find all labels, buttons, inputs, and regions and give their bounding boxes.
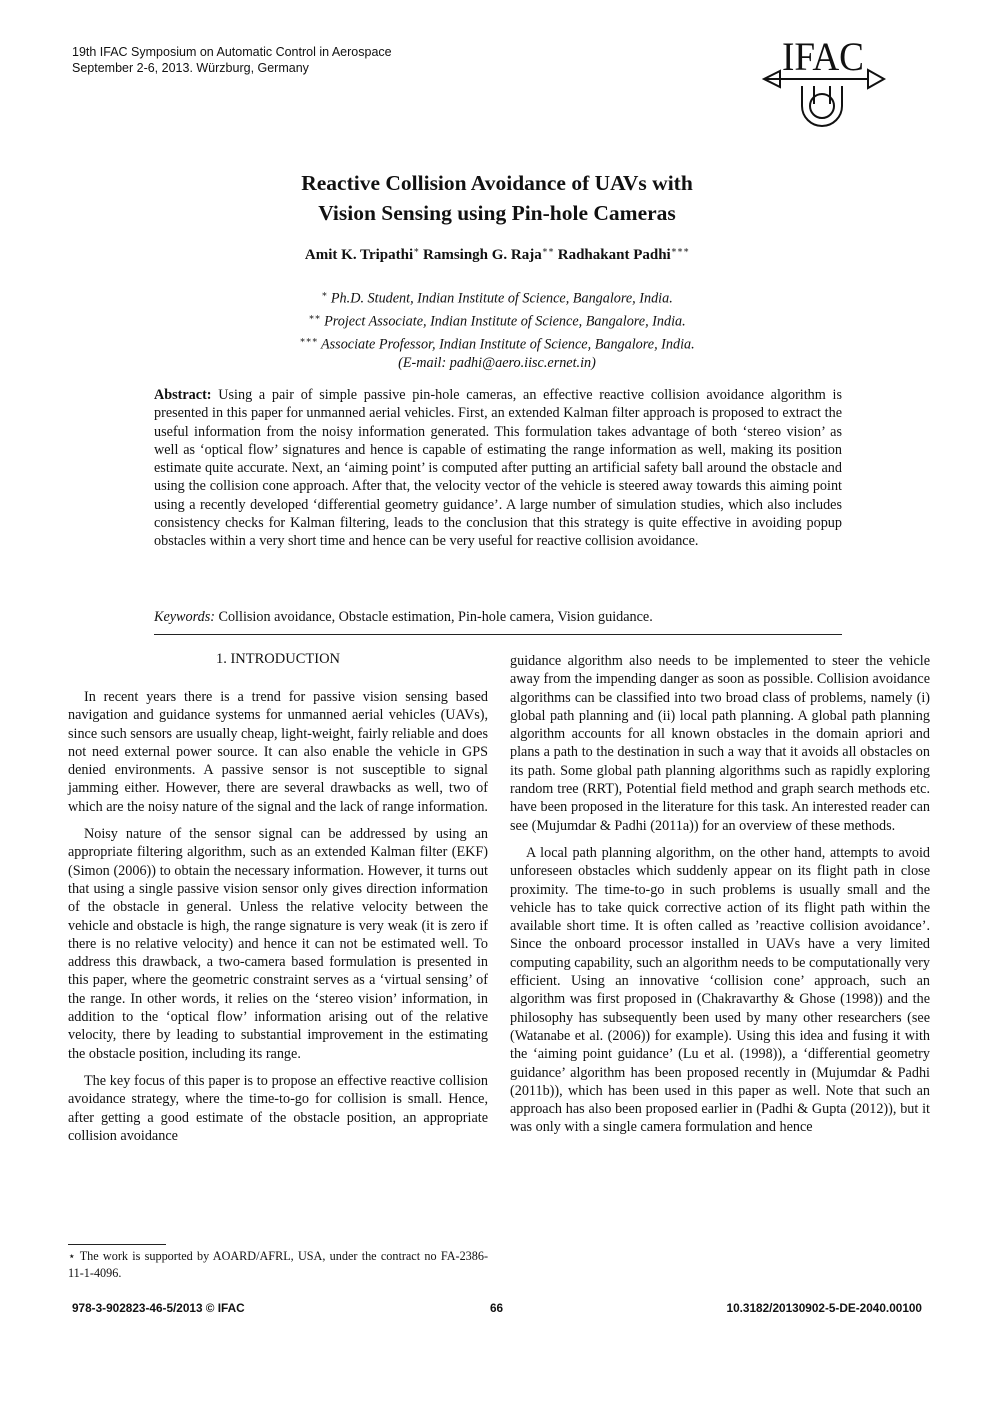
author-mark: ∗∗ [541,245,554,255]
author-name: Radhakant Padhi [557,247,671,263]
body-paragraph: In recent years there is a trend for passive vision sensing based navigation and guidance systems for unmanned aerial vehicles (UAVs), since such sensors are usually cheap, light-weight, fairly reliable and does not need external power source. It can also enable the vehicle in GPS denied environments. A passive sensor is not susceptible to signal jamming either. However, there are several drawbacks as well, two of which are the noisy nature of the signal and the lack of range information. [68,689,488,815]
affiliation-line [150,308,844,331]
keywords [154,609,842,626]
keywords-text: Collision avoidance, Obstacle estimation, Pin-hole camera, Vision guidance. [218,609,653,625]
section-heading: 1. INTRODUCTION [215,651,341,667]
conference-line-2: September 2-6, 2013. Würzburg, Germany [72,61,309,75]
conference-line-1: 19th IFAC Symposium on Automatic Control in Aerospace [72,45,392,59]
body-paragraph: The key focus of this paper is to propose an effective reactive collision avoidance strategy, where the time-to-go for collision is small. Hence, after getting a good estimate of the obstacle position, an appropriate collision avoidance [68,1072,488,1144]
affiliation-mark: ∗∗ [308,311,321,322]
footnote-text: The work is supported by AOARD/AFRL, USA, under the contract no FA-2386-11-1-4096. [68,1249,489,1280]
keywords-label: Keywords: [154,609,215,625]
title-line-2: Vision Sensing using Pin-hole Cameras [318,201,676,225]
footer-doi: 10.3182/20130902-5-DE-2040.00100 [726,1301,922,1315]
abstract [154,386,842,551]
abstract-label: Abstract: [154,387,212,403]
body-paragraph: A local path planning algorithm, on the other hand, attempts to avoid unforeseen obstacles which suddenly appear on its flight path in close proximity. The time-to-go in such problems is usually small and the vehicle has to take quick corrective action of its flight path within the available short time. It is often called as ’reactive collision avoidance’. Since the onboard processor installed in UAVs have a very limited computing capability, such an algorithm needs to be computationally very efficient. Using an innovative ‘collision cone’ approach, such an algorithm was first proposed in (Chakravarthy & Ghose (1998)) and the philosophy has subsequently been used by many other researchers (see (Watanabe et al. (2006)) for example). Using this idea and fusing it with the ‘aiming point guidance’ (Lu et al. (1998)), a ‘differential geometry guidance’ algorithm has been proposed recently in (Mujumdar & Padhi (2011b)), which has been used in this paper as well. Note that such an approach has also been proposed earlier in (Padhi & Gupta (2012)), but it was only with a single camera formulation and hence [510,844,930,1136]
page-number: 66 [490,1301,504,1315]
affiliation-email: (E-mail: padhi@aero.iisc.ernet.in) [398,354,596,371]
paper-title [150,168,844,228]
right-column [510,652,930,1146]
ifac-logo [756,34,924,134]
affiliation-text: Ph.D. Student, Indian Institute of Science, Bangalore, India. [330,290,673,307]
affiliation-text: Project Associate, Indian Institute of Science, Bangalore, India. [324,313,686,330]
affiliation-line [150,285,844,308]
affiliation-mark: ∗ [321,289,328,299]
author-mark: ∗ [413,245,420,255]
affiliation-line [150,331,844,354]
footnote-mark: ⋆ [68,1249,76,1263]
title-line-1: Reactive Collision Avoidance of UAVs with [301,171,693,195]
body-paragraph: guidance algorithm also needs to be implemented to steer the vehicle away from the impending danger as soon as possible. Collision avoidance algorithms can be classified into two broad class of problems, namely (i) global path planning and (ii) local path planning. A global path planning algorithm accounts for all known obstacles in the domain apriori and plans a path to the destination in such a way that it avoids all obstacles on its path. Some global path planning algorithms such as rapidly exploring random tree (RRT), Potential field method and graph search methods etc. have been proposed in the literature for this task. An interested reader can see (Mujumdar & Padhi (2011a)) for an overview of these methods. [510,653,930,834]
body-paragraph: Noisy nature of the sensor signal can be addressed by using an appropriate filtering algorithm, such as an extended Kalman filter (EKF) (Simon (2006)) to obtain the necessary information. However, it turns out that using a single passive vision sensor only gives direction information of the obstacle in general. Unless the relative velocity between the vehicle and obstacle is high, the range signature is very weak (it is zero if there is no relative velocity) and hence it can not be estimated well. To address this drawback, a two-camera based formulation is presented in this paper, where the geometric constraint serves as a ‘virtual sensing’ of the range. In other words, it relies on the ‘stereo vision’ information, in addition to the ‘optical flow’ information arising out of the relative velocity, there by leading to substantial improvement in the estimating the obstacle position, including its range. [68,826,488,1062]
footer-isbn: 978-3-902823-46-5/2013 © IFAC [72,1301,245,1315]
ifac-logo-text: IFAC [782,34,864,79]
affiliations [150,285,844,372]
footnote-divider [68,1244,166,1245]
affiliation-text: Associate Professor, Indian Institute of Science, Bangalore, India. [320,336,695,353]
section-divider [154,634,842,635]
author-name: Amit K. Tripathi [304,247,414,263]
author-name: Ramsingh G. Raja [423,247,542,263]
conference-header [72,44,392,76]
affiliation-mark: ∗∗∗ [299,334,318,345]
page-footer [72,1301,922,1317]
footnote [68,1248,488,1281]
abstract-text: Using a pair of simple passive pin-hole cameras, an effective reactive collision avoidance algorithm is presented in this paper for unmanned aerial vehicles. First, an extended Kalman filter approach is proposed to extract the useful information from the noisy information generated. This formulation takes advantage of both ‘stereo vision’ as well as ‘optical flow’ signatures and hence is capable of estimating the range information as well, making its position estimate quite accurate. Next, an ‘aiming point’ is computed after putting an artificial safety ball around the obstacle and using the collision cone approach. After that, the velocity vector of the vehicle is steered away towards this aiming point using a recently developed ‘differential geometry guidance’. A large number of simulation studies, which also includes consistency checks for Kalman filtering, leads to the conclusion that this strategy is quite effective in avoiding popup obstacles within a very short time and hence can be very useful for reactive collision avoidance. [154,387,843,550]
left-column [68,688,488,1154]
author-mark: ∗∗∗ [670,245,690,255]
author-list [150,245,844,264]
